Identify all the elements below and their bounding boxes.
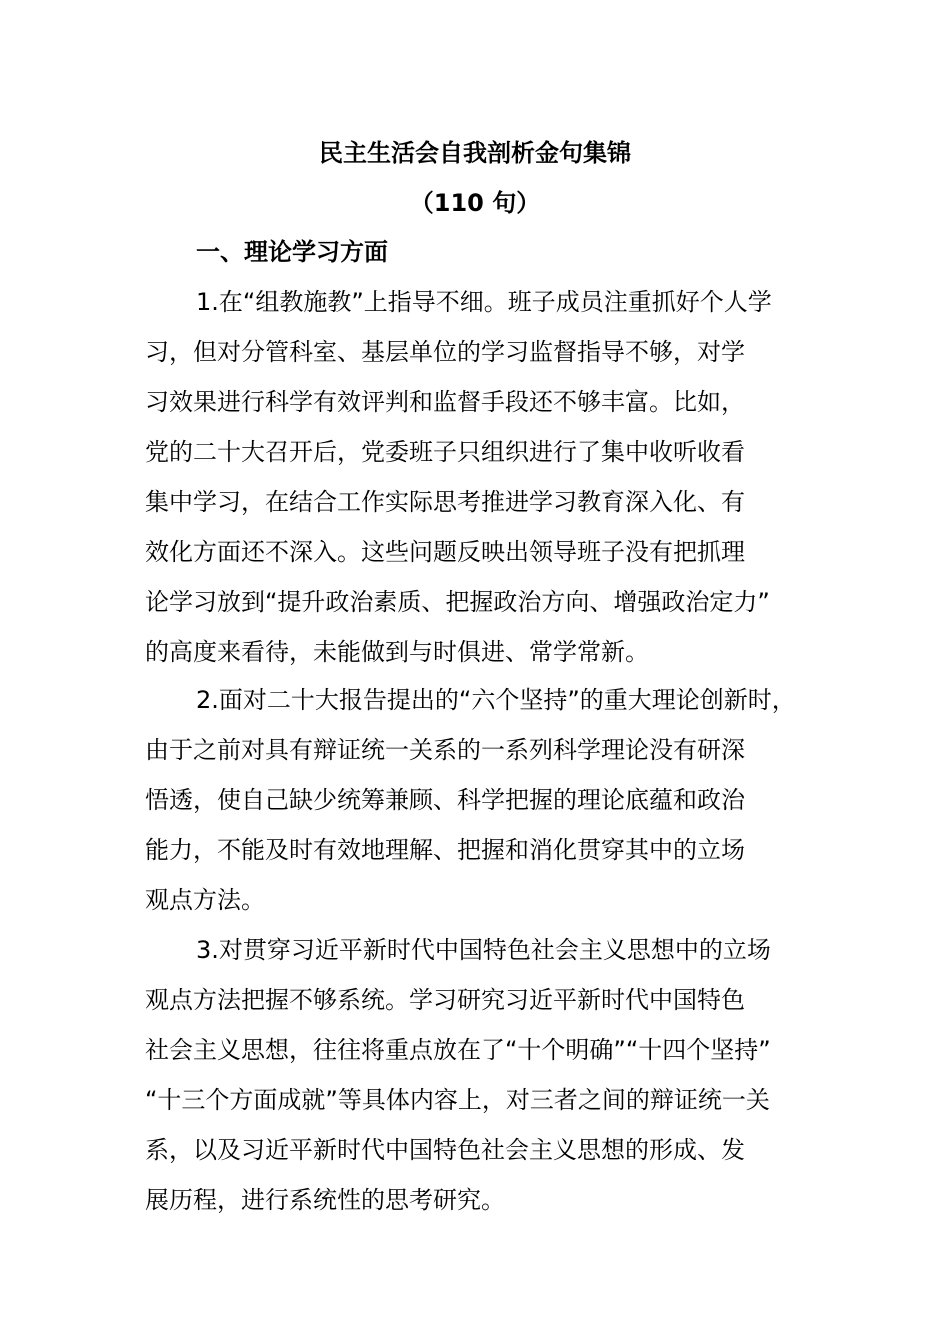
paragraph-line: 的高度来看待，未能做到与时俱进、常学常新。 [145, 638, 649, 666]
paragraph-line: 效化方面还不深入。这些问题反映出领导班子没有把抓理 [145, 538, 745, 566]
paragraph-line: 观点方法。 [145, 886, 265, 914]
paragraph-line: 习效果进行科学有效评判和监督手段还不够丰富。比如， [145, 388, 745, 416]
paragraph-line: 1.在“组教施教”上指导不细。班子成员注重抓好个人学 [196, 288, 772, 316]
paragraph-line: 习，但对分管科室、基层单位的学习监督指导不够，对学 [145, 338, 745, 366]
paragraph-line: 能力，不能及时有效地理解、把握和消化贯穿其中的立场 [145, 836, 745, 864]
section-heading: 一、理论学习方面 [196, 238, 388, 266]
paragraph-1 [145, 286, 835, 686]
paragraph-line: 3.对贯穿习近平新时代中国特色社会主义思想中的立场 [196, 936, 771, 964]
document-title: 民主生活会自我剖析金句集锦 [319, 139, 631, 167]
paragraph-line: “十三个方面成就”等具体内容上，对三者之间的辩证统一关 [145, 1086, 770, 1114]
paragraph-line: 展历程，进行系统性的思考研究。 [145, 1186, 505, 1214]
paragraph-line: 社会主义思想，往往将重点放在了“十个明确”“十四个坚持” [145, 1036, 771, 1064]
paragraph-line: 观点方法把握不够系统。学习研究习近平新时代中国特色 [145, 986, 745, 1014]
paragraph-line: 悟透，使自己缺少统筹兼顾、科学把握的理论底蕴和政治 [145, 786, 745, 814]
paragraph-line: 党的二十大召开后，党委班子只组织进行了集中收听收看 [145, 438, 745, 466]
paragraph-3 [145, 934, 835, 1234]
paragraph-line: 系，以及习近平新时代中国特色社会主义思想的形成、发 [145, 1136, 745, 1164]
paragraph-line: 2.面对二十大报告提出的“六个坚持”的重大理论创新时， [196, 686, 796, 714]
paragraph-line: 由于之前对具有辩证统一关系的一系列科学理论没有研深 [145, 736, 745, 764]
paragraph-line: 集中学习，在结合工作实际思考推进学习教育深入化、有 [145, 488, 745, 516]
document-subtitle: （110 句） [409, 189, 541, 217]
paragraph-line: 论学习放到“提升政治素质、把握政治方向、增强政治定力” [145, 588, 770, 616]
paragraph-2 [145, 684, 835, 934]
